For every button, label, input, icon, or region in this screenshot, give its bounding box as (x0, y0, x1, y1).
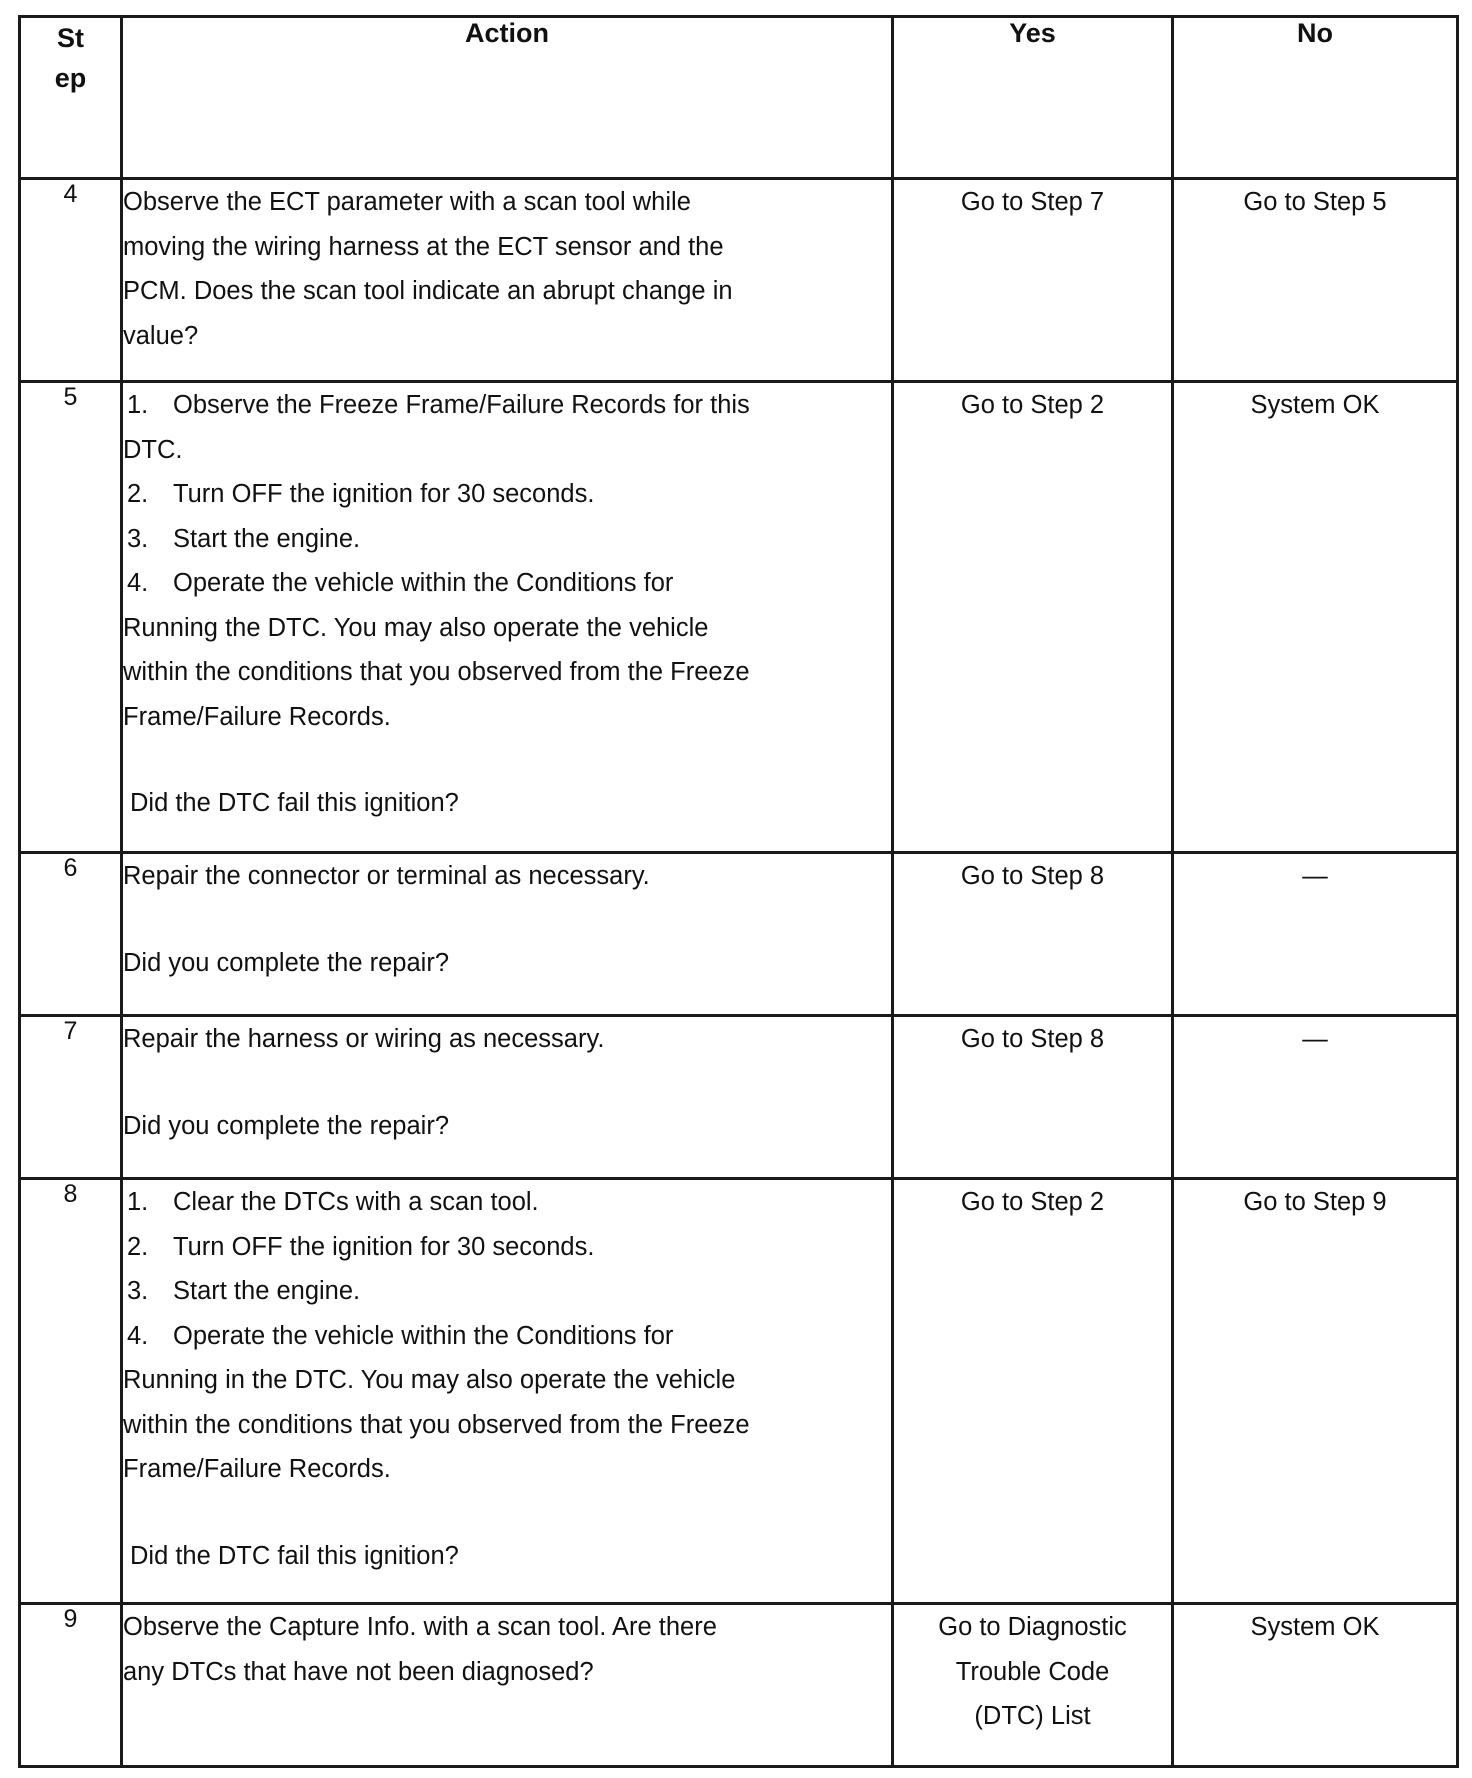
list-item-text: Start the engine. (173, 1277, 361, 1305)
spacer (123, 739, 891, 781)
no-outcome: Go to Step 9 (1173, 1179, 1458, 1604)
action-line: Frame/Failure Records. (123, 702, 391, 731)
action-cell (122, 179, 893, 382)
list-item-text: Operate the vehicle within the Conditions for (173, 1321, 674, 1350)
header-step-line2: ep (54, 63, 87, 93)
list-item-number: 2. (127, 1232, 149, 1261)
step-number: 8 (20, 1179, 122, 1604)
table-row (20, 1179, 1458, 1604)
action-line: PCM. Does the scan tool indicate an abrupt change in (123, 277, 733, 305)
step-number: 4 (20, 179, 122, 382)
list-item (123, 517, 891, 562)
yes-outcome: Go to Step 8 (893, 853, 1173, 1016)
action-cell (122, 1016, 893, 1179)
list-item-text: Start the engine. (173, 524, 361, 553)
list-item-text: Observe the Freeze Frame/Failure Records for this (173, 391, 750, 419)
list-item-number: 3. (127, 1277, 149, 1305)
list-item-number: 3. (127, 524, 149, 553)
list-item-text: Turn OFF the ignition for 30 seconds. (173, 1232, 595, 1261)
yes-outcome-line: (DTC) List (974, 1702, 1091, 1730)
list-item (123, 1314, 891, 1359)
header-step (20, 17, 122, 179)
action-line: Repair the connector or terminal as necessary. (123, 862, 650, 890)
step-number: 7 (20, 1016, 122, 1179)
table-row (20, 1016, 1458, 1179)
action-line: DTC. (123, 435, 183, 464)
yes-outcome: Go to Step 2 (893, 382, 1173, 853)
action-line: any DTCs that have not been diagnosed? (123, 1657, 594, 1686)
action-line: within the conditions that you observed from the Freeze (123, 658, 750, 686)
no-outcome: — (1173, 1016, 1458, 1179)
list-item-text: Clear the DTCs with a scan tool. (173, 1188, 539, 1216)
action-line: Repair the harness or wiring as necessary. (123, 1025, 605, 1053)
header-step-line1: St (57, 23, 84, 53)
step-number: 5 (20, 382, 122, 853)
spacer (123, 1062, 891, 1104)
action-line: moving the wiring harness at the ECT sensor and the (123, 232, 724, 261)
header-yes: Yes (893, 17, 1173, 179)
action-cell (122, 1179, 893, 1604)
action-line: value? (123, 321, 199, 350)
yes-outcome: Go to Step 8 (893, 1016, 1173, 1179)
list-item-number: 1. (127, 1188, 149, 1216)
action-cell (122, 1604, 893, 1767)
spacer (123, 899, 891, 941)
yes-outcome: Go to Step 7 (893, 179, 1173, 382)
table-header-row (20, 17, 1458, 179)
list-item (123, 383, 891, 428)
list-item (123, 1269, 891, 1314)
yes-outcome-line: Go to Diagnostic (938, 1613, 1127, 1641)
no-outcome: System OK (1173, 1604, 1458, 1767)
step-number: 6 (20, 853, 122, 1016)
list-item (123, 1180, 891, 1225)
table-row (20, 853, 1458, 1016)
action-cell (122, 382, 893, 853)
action-question: Did you complete the repair? (123, 948, 450, 977)
yes-outcome (893, 1604, 1173, 1767)
diagnostic-table-container (18, 15, 1456, 1768)
no-outcome: Go to Step 5 (1173, 179, 1458, 382)
action-line: within the conditions that you observed from the Freeze (123, 1410, 750, 1439)
list-item (123, 1225, 891, 1270)
list-item-number: 2. (127, 480, 149, 508)
diagnostic-table (18, 15, 1459, 1768)
action-line: Running in the DTC. You may also operate the vehicle (123, 1366, 736, 1394)
action-question: Did you complete the repair? (123, 1111, 450, 1140)
list-item (123, 561, 891, 606)
list-item-text: Operate the vehicle within the Conditions for (173, 569, 674, 597)
table-row (20, 382, 1458, 853)
action-cell (122, 853, 893, 1016)
header-action: Action (122, 17, 893, 179)
list-item-number: 4. (127, 1321, 149, 1350)
yes-outcome: Go to Step 2 (893, 1179, 1173, 1604)
action-question: Did the DTC fail this ignition? (130, 1541, 459, 1570)
action-line: Frame/Failure Records. (123, 1455, 391, 1483)
list-item-number: 4. (127, 569, 149, 597)
no-outcome: — (1173, 853, 1458, 1016)
list-item-text: Turn OFF the ignition for 30 seconds. (173, 480, 595, 508)
action-question: Did the DTC fail this ignition? (130, 789, 459, 817)
header-no: No (1173, 17, 1458, 179)
action-line: Observe the ECT parameter with a scan tool while (123, 188, 691, 216)
no-outcome: System OK (1173, 382, 1458, 853)
step-number: 9 (20, 1604, 122, 1767)
action-line: Observe the Capture Info. with a scan tool. Are there (123, 1613, 717, 1641)
list-item (123, 472, 891, 517)
list-item-number: 1. (127, 391, 149, 419)
action-line: Running the DTC. You may also operate the vehicle (123, 613, 709, 642)
table-row (20, 1604, 1458, 1767)
spacer (123, 1492, 891, 1534)
table-row (20, 179, 1458, 382)
yes-outcome-line: Trouble Code (955, 1657, 1110, 1686)
